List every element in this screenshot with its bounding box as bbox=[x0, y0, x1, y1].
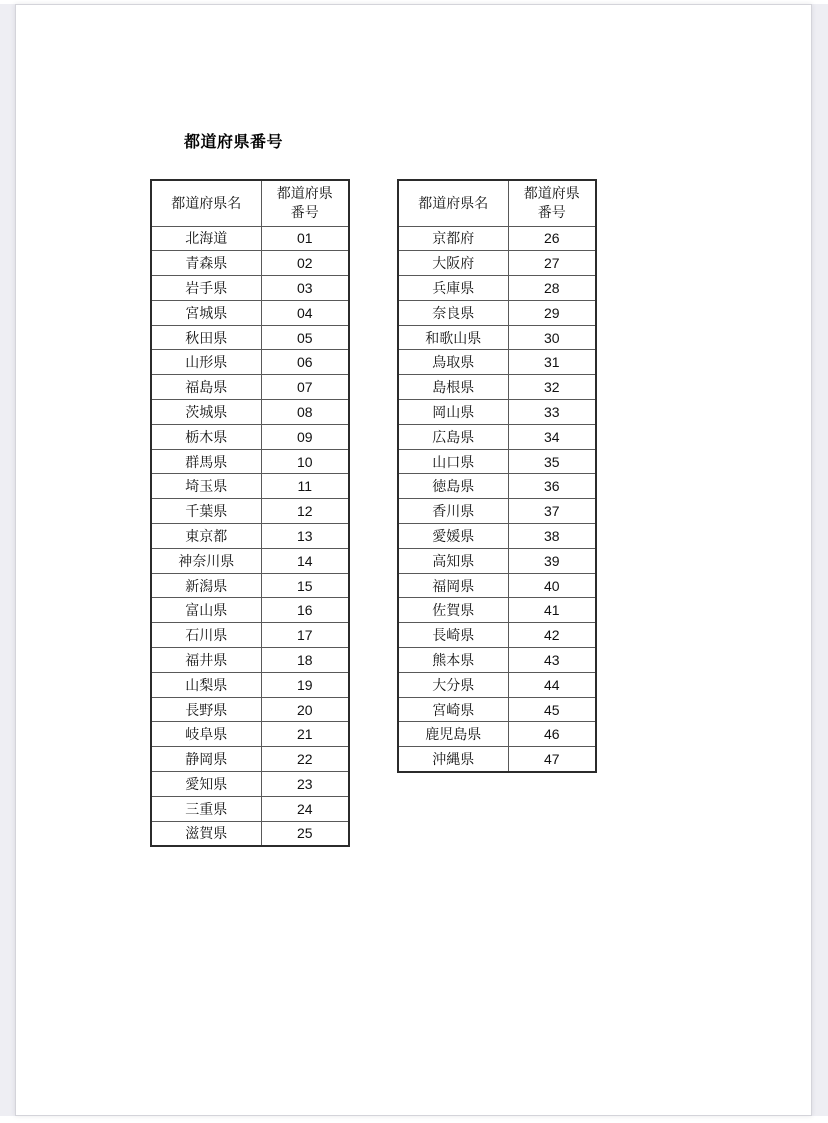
prefecture-number-cell: 28 bbox=[508, 276, 596, 301]
prefecture-number-cell: 09 bbox=[261, 424, 349, 449]
table-header-row bbox=[398, 180, 596, 226]
prefecture-number-cell: 25 bbox=[261, 821, 349, 846]
prefecture-name-cell: 滋賀県 bbox=[151, 821, 261, 846]
prefecture-number-cell: 33 bbox=[508, 400, 596, 425]
header-prefecture-number bbox=[508, 180, 596, 226]
prefecture-name-cell: 岩手県 bbox=[151, 276, 261, 301]
table-row bbox=[398, 300, 596, 325]
table-row bbox=[151, 648, 349, 673]
table-row bbox=[398, 474, 596, 499]
prefecture-number-cell: 07 bbox=[261, 375, 349, 400]
prefecture-name-cell: 青森県 bbox=[151, 251, 261, 276]
table-row bbox=[151, 524, 349, 549]
table-row bbox=[398, 251, 596, 276]
header-prefecture-name: 都道府県名 bbox=[151, 180, 261, 226]
prefecture-number-cell: 40 bbox=[508, 573, 596, 598]
prefecture-name-cell: 兵庫県 bbox=[398, 276, 508, 301]
prefecture-number-cell: 16 bbox=[261, 598, 349, 623]
prefecture-name-cell: 広島県 bbox=[398, 424, 508, 449]
prefecture-number-cell: 41 bbox=[508, 598, 596, 623]
prefecture-name-cell: 山梨県 bbox=[151, 672, 261, 697]
table-row bbox=[398, 400, 596, 425]
prefecture-number-cell: 24 bbox=[261, 796, 349, 821]
prefecture-number-cell: 46 bbox=[508, 722, 596, 747]
table-row bbox=[398, 548, 596, 573]
prefecture-number-cell: 23 bbox=[261, 772, 349, 797]
prefecture-name-cell: 栃木県 bbox=[151, 424, 261, 449]
table-row bbox=[398, 598, 596, 623]
table-row bbox=[398, 499, 596, 524]
prefecture-name-cell: 岐阜県 bbox=[151, 722, 261, 747]
prefecture-name-cell: 群馬県 bbox=[151, 449, 261, 474]
prefecture-name-cell: 静岡県 bbox=[151, 747, 261, 772]
table-row bbox=[151, 226, 349, 251]
header-prefecture-number-line2: 番号 bbox=[290, 204, 319, 221]
prefecture-name-cell: 長崎県 bbox=[398, 623, 508, 648]
prefecture-name-cell: 熊本県 bbox=[398, 648, 508, 673]
table-row bbox=[151, 573, 349, 598]
table-row bbox=[151, 672, 349, 697]
table-row bbox=[151, 598, 349, 623]
table-header-row bbox=[151, 180, 349, 226]
prefecture-number-cell: 32 bbox=[508, 375, 596, 400]
header-prefecture-number-line1: 都道府県 bbox=[523, 185, 580, 202]
prefecture-name-cell: 山形県 bbox=[151, 350, 261, 375]
table-row bbox=[151, 697, 349, 722]
prefecture-number-cell: 01 bbox=[261, 226, 349, 251]
prefecture-number-cell: 43 bbox=[508, 648, 596, 673]
prefecture-name-cell: 新潟県 bbox=[151, 573, 261, 598]
prefecture-number-cell: 36 bbox=[508, 474, 596, 499]
table-row bbox=[151, 325, 349, 350]
table-row bbox=[151, 548, 349, 573]
table-row bbox=[398, 449, 596, 474]
prefecture-number-cell: 45 bbox=[508, 697, 596, 722]
table-row bbox=[398, 226, 596, 251]
prefecture-name-cell: 石川県 bbox=[151, 623, 261, 648]
prefecture-table-26-47 bbox=[397, 179, 597, 773]
table-row bbox=[151, 821, 349, 846]
prefecture-number-cell: 26 bbox=[508, 226, 596, 251]
prefecture-name-cell: 愛知県 bbox=[151, 772, 261, 797]
table-row bbox=[151, 375, 349, 400]
prefecture-name-cell: 和歌山県 bbox=[398, 325, 508, 350]
header-prefecture-number-line1: 都道府県 bbox=[276, 185, 333, 202]
prefecture-name-cell: 大分県 bbox=[398, 672, 508, 697]
prefecture-number-cell: 39 bbox=[508, 548, 596, 573]
table-row bbox=[151, 276, 349, 301]
prefecture-number-cell: 03 bbox=[261, 276, 349, 301]
document-page bbox=[15, 4, 812, 1116]
header-prefecture-number bbox=[261, 180, 349, 226]
prefecture-number-cell: 08 bbox=[261, 400, 349, 425]
table-row bbox=[398, 375, 596, 400]
header-prefecture-name: 都道府県名 bbox=[398, 180, 508, 226]
prefecture-name-cell: 山口県 bbox=[398, 449, 508, 474]
prefecture-name-cell: 神奈川県 bbox=[151, 548, 261, 573]
table-row bbox=[151, 623, 349, 648]
header-prefecture-number-line2: 番号 bbox=[537, 204, 566, 221]
prefecture-number-cell: 14 bbox=[261, 548, 349, 573]
table-row bbox=[398, 325, 596, 350]
prefecture-number-cell: 22 bbox=[261, 747, 349, 772]
prefecture-name-cell: 佐賀県 bbox=[398, 598, 508, 623]
table-row bbox=[151, 747, 349, 772]
table-row bbox=[151, 300, 349, 325]
table-row bbox=[151, 424, 349, 449]
prefecture-number-cell: 27 bbox=[508, 251, 596, 276]
table-row bbox=[398, 424, 596, 449]
prefecture-number-cell: 13 bbox=[261, 524, 349, 549]
table-row bbox=[398, 573, 596, 598]
table-row bbox=[151, 796, 349, 821]
prefecture-name-cell: 京都府 bbox=[398, 226, 508, 251]
table-row bbox=[398, 722, 596, 747]
table-row bbox=[398, 648, 596, 673]
prefecture-name-cell: 島根県 bbox=[398, 375, 508, 400]
prefecture-number-cell: 12 bbox=[261, 499, 349, 524]
prefecture-name-cell: 長野県 bbox=[151, 697, 261, 722]
table-row bbox=[151, 449, 349, 474]
prefecture-name-cell: 奈良県 bbox=[398, 300, 508, 325]
prefecture-number-cell: 35 bbox=[508, 449, 596, 474]
prefecture-number-cell: 42 bbox=[508, 623, 596, 648]
prefecture-name-cell: 宮城県 bbox=[151, 300, 261, 325]
table-row bbox=[151, 772, 349, 797]
table-row bbox=[398, 623, 596, 648]
prefecture-number-cell: 47 bbox=[508, 747, 596, 772]
prefecture-number-cell: 04 bbox=[261, 300, 349, 325]
prefecture-number-cell: 11 bbox=[261, 474, 349, 499]
prefecture-name-cell: 富山県 bbox=[151, 598, 261, 623]
prefecture-table-01-25 bbox=[150, 179, 350, 847]
prefecture-name-cell: 香川県 bbox=[398, 499, 508, 524]
prefecture-number-cell: 20 bbox=[261, 697, 349, 722]
table-row bbox=[151, 722, 349, 747]
prefecture-name-cell: 岡山県 bbox=[398, 400, 508, 425]
prefecture-name-cell: 徳島県 bbox=[398, 474, 508, 499]
prefecture-number-cell: 34 bbox=[508, 424, 596, 449]
prefecture-number-cell: 06 bbox=[261, 350, 349, 375]
prefecture-name-cell: 三重県 bbox=[151, 796, 261, 821]
prefecture-name-cell: 愛媛県 bbox=[398, 524, 508, 549]
prefecture-number-cell: 21 bbox=[261, 722, 349, 747]
prefecture-number-cell: 17 bbox=[261, 623, 349, 648]
prefecture-number-cell: 38 bbox=[508, 524, 596, 549]
table-row bbox=[398, 672, 596, 697]
prefecture-number-cell: 15 bbox=[261, 573, 349, 598]
prefecture-name-cell: 茨城県 bbox=[151, 400, 261, 425]
prefecture-number-cell: 31 bbox=[508, 350, 596, 375]
prefecture-number-cell: 10 bbox=[261, 449, 349, 474]
prefecture-number-cell: 02 bbox=[261, 251, 349, 276]
prefecture-name-cell: 千葉県 bbox=[151, 499, 261, 524]
prefecture-table-left-wrap bbox=[150, 179, 350, 847]
prefecture-name-cell: 鹿児島県 bbox=[398, 722, 508, 747]
page-title: 都道府県番号 bbox=[184, 134, 284, 151]
prefecture-number-cell: 44 bbox=[508, 672, 596, 697]
table-row bbox=[398, 697, 596, 722]
prefecture-name-cell: 北海道 bbox=[151, 226, 261, 251]
table-row bbox=[398, 276, 596, 301]
table-row bbox=[151, 400, 349, 425]
prefecture-number-cell: 19 bbox=[261, 672, 349, 697]
prefecture-number-cell: 37 bbox=[508, 499, 596, 524]
table-row bbox=[151, 474, 349, 499]
table-row bbox=[151, 251, 349, 276]
prefecture-number-cell: 30 bbox=[508, 325, 596, 350]
prefecture-name-cell: 宮崎県 bbox=[398, 697, 508, 722]
table-row bbox=[398, 747, 596, 772]
prefecture-name-cell: 福岡県 bbox=[398, 573, 508, 598]
prefecture-name-cell: 高知県 bbox=[398, 548, 508, 573]
table-row bbox=[151, 350, 349, 375]
prefecture-name-cell: 秋田県 bbox=[151, 325, 261, 350]
table-row bbox=[398, 524, 596, 549]
prefecture-name-cell: 福島県 bbox=[151, 375, 261, 400]
prefecture-name-cell: 東京都 bbox=[151, 524, 261, 549]
prefecture-number-cell: 05 bbox=[261, 325, 349, 350]
table-row bbox=[151, 499, 349, 524]
prefecture-name-cell: 福井県 bbox=[151, 648, 261, 673]
table-row bbox=[398, 350, 596, 375]
prefecture-name-cell: 鳥取県 bbox=[398, 350, 508, 375]
prefecture-number-cell: 18 bbox=[261, 648, 349, 673]
prefecture-table-right-wrap bbox=[397, 179, 597, 773]
prefecture-name-cell: 埼玉県 bbox=[151, 474, 261, 499]
prefecture-name-cell: 大阪府 bbox=[398, 251, 508, 276]
prefecture-name-cell: 沖縄県 bbox=[398, 747, 508, 772]
prefecture-number-cell: 29 bbox=[508, 300, 596, 325]
